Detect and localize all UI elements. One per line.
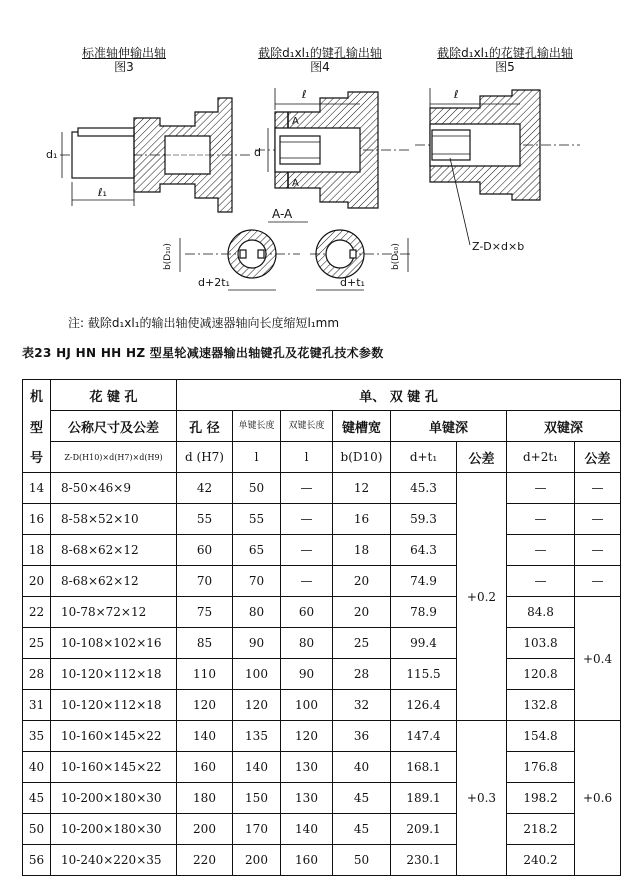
bore-cell: 180 (177, 783, 233, 814)
single-depth-cell: 115.5 (391, 659, 457, 690)
b-d10-label-left: b(D₁₀) (163, 243, 173, 270)
bore-cell: 120 (177, 690, 233, 721)
double-len-cell: 120 (281, 721, 333, 752)
double-depth-cell: — (507, 473, 575, 504)
bore-cell: 75 (177, 597, 233, 628)
bore-cell: 42 (177, 473, 233, 504)
double-tol-cell: — (575, 504, 621, 535)
table-row (23, 721, 621, 752)
figure-4-drawing (254, 88, 410, 208)
single-len-cell: 140 (233, 752, 281, 783)
single-depth-cell: 189.1 (391, 783, 457, 814)
model-cell: 20 (23, 566, 51, 597)
double-len-cell: 130 (281, 752, 333, 783)
figure-4-caption: 截除d₁xl₁的键孔输出轴 (258, 46, 382, 60)
table-row (23, 566, 621, 597)
bore-cell: 200 (177, 814, 233, 845)
spline-cell: 10-108×102×16 (51, 628, 177, 659)
single-depth-cell: 64.3 (391, 535, 457, 566)
model-cell: 40 (23, 752, 51, 783)
table-body (23, 473, 621, 876)
bore-cell: 60 (177, 535, 233, 566)
double-len-cell: 100 (281, 690, 333, 721)
model-cell: 16 (23, 504, 51, 535)
spline-cell: 10-120×112×18 (51, 690, 177, 721)
bore-cell: 160 (177, 752, 233, 783)
slot-width-cell: 12 (333, 473, 391, 504)
figure-5-number: 图5 (495, 60, 515, 74)
double-depth-cell: 84.8 (507, 597, 575, 628)
l-label-fig5: ℓ (454, 88, 459, 101)
double-len-cell: 80 (281, 628, 333, 659)
drawing-note: 注: 截除d₁xl₁的输出轴使减速器轴向长度缩短l₁mm (68, 316, 340, 330)
bore-cell: 70 (177, 566, 233, 597)
table-row (23, 690, 621, 721)
double-depth-header: 双键深 (507, 411, 621, 442)
table-row (23, 752, 621, 783)
section-mark-bottom: A (292, 178, 299, 189)
slot-width-cell: 50 (333, 845, 391, 876)
double-tol-cell: +0.6 (575, 721, 621, 876)
spline-cell: 8-50×46×9 (51, 473, 177, 504)
spline-cell: 10-240×220×35 (51, 845, 177, 876)
double-depth-cell: 120.8 (507, 659, 575, 690)
model-cell: 31 (23, 690, 51, 721)
model-cell: 25 (23, 628, 51, 659)
table-row (23, 783, 621, 814)
double-depth-cell: 198.2 (507, 783, 575, 814)
bore-cell: 110 (177, 659, 233, 690)
slot-width-cell: 32 (333, 690, 391, 721)
double-depth-cell: 218.2 (507, 814, 575, 845)
double-len-cell: 130 (281, 783, 333, 814)
double-tol-cell: +0.4 (575, 597, 621, 721)
key-group-header: 单、 双 键 孔 (177, 380, 621, 411)
single-len-header: 单键长度 (233, 411, 281, 442)
single-len-cell: 90 (233, 628, 281, 659)
double-len-sub: l (281, 442, 333, 473)
spline-cell: 8-68×62×12 (51, 535, 177, 566)
model-head-3: 号 (23, 442, 51, 473)
single-len-cell: 65 (233, 535, 281, 566)
single-len-cell: 70 (233, 566, 281, 597)
single-len-cell: 50 (233, 473, 281, 504)
double-len-cell: — (281, 566, 333, 597)
b-d10-label-right: b(D₁₀) (391, 243, 401, 270)
figure-3-number: 图3 (114, 60, 134, 74)
table-row (23, 535, 621, 566)
model-cell: 18 (23, 535, 51, 566)
l1-label: ℓ₁ (98, 186, 107, 199)
table-row (23, 473, 621, 504)
figure-3-caption: 标准轴伸输出轴 (81, 46, 166, 60)
spline-cell: 10-200×180×30 (51, 783, 177, 814)
d-t1-label: d+t₁ (340, 276, 365, 289)
figure-5-caption: 截除d₁xl₁的花键孔输出轴 (437, 46, 573, 60)
bore-cell: 85 (177, 628, 233, 659)
figure-4-number: 图4 (310, 60, 330, 74)
single-depth-cell: 99.4 (391, 628, 457, 659)
single-depth-cell: 74.9 (391, 566, 457, 597)
single-depth-cell: 78.9 (391, 597, 457, 628)
slot-sub-header: b(D10) (333, 442, 391, 473)
slot-width-cell: 40 (333, 752, 391, 783)
single-len-cell: 170 (233, 814, 281, 845)
slot-width-header: 键槽宽 (333, 411, 391, 442)
spec-table (22, 379, 621, 876)
spline-cell: 10-78×72×12 (51, 597, 177, 628)
table-row (23, 597, 621, 628)
tol-double-header: 公差 (575, 442, 621, 473)
bore-cell: 220 (177, 845, 233, 876)
single-depth-cell: 45.3 (391, 473, 457, 504)
slot-width-cell: 20 (333, 566, 391, 597)
double-depth-cell: 176.8 (507, 752, 575, 783)
single-len-cell: 120 (233, 690, 281, 721)
slot-width-cell: 20 (333, 597, 391, 628)
double-tol-cell: — (575, 473, 621, 504)
table-row (23, 628, 621, 659)
model-head-2: 型 (23, 411, 51, 442)
single-depth-header: 单键深 (391, 411, 507, 442)
slot-width-cell: 25 (333, 628, 391, 659)
double-depth-cell: 240.2 (507, 845, 575, 876)
single-tol-cell: +0.3 (457, 721, 507, 876)
model-cell: 50 (23, 814, 51, 845)
model-cell: 35 (23, 721, 51, 752)
d-t1-header: d+t₁ (391, 442, 457, 473)
double-len-cell: 140 (281, 814, 333, 845)
bore-cell: 140 (177, 721, 233, 752)
double-depth-cell: 103.8 (507, 628, 575, 659)
slot-width-cell: 18 (333, 535, 391, 566)
bore-header: 孔 径 (177, 411, 233, 442)
bore-sub-header: d (H7) (177, 442, 233, 473)
double-tol-cell: — (575, 566, 621, 597)
single-depth-cell: 209.1 (391, 814, 457, 845)
figure-3-drawing (46, 98, 250, 212)
table-row (23, 659, 621, 690)
slot-width-cell: 28 (333, 659, 391, 690)
table-row (23, 845, 621, 876)
double-tol-cell: — (575, 535, 621, 566)
double-len-cell: 160 (281, 845, 333, 876)
l-label: ℓ (302, 88, 307, 101)
single-len-sub: l (233, 442, 281, 473)
single-depth-cell: 147.4 (391, 721, 457, 752)
single-len-cell: 200 (233, 845, 281, 876)
double-depth-cell: — (507, 504, 575, 535)
d-2t1-label: d+2t₁ (198, 276, 230, 289)
d-label: d (254, 146, 261, 159)
table-caption: 表23 HJ HN HH HZ 型星轮减速器输出轴键孔及花键孔技术参数 (22, 346, 384, 360)
double-len-header: 双键长度 (281, 411, 333, 442)
spline-cell: 8-58×52×10 (51, 504, 177, 535)
spline-code-header: Z-D(H10)×d(H7)×d(H9) (51, 442, 177, 473)
double-len-cell: 90 (281, 659, 333, 690)
spline-cell: 10-200×180×30 (51, 814, 177, 845)
slot-width-cell: 36 (333, 721, 391, 752)
section-title: A-A (272, 207, 293, 221)
tol-single-header: 公差 (457, 442, 507, 473)
slot-width-cell: 45 (333, 814, 391, 845)
model-cell: 14 (23, 473, 51, 504)
spline-cell: 10-160×145×22 (51, 721, 177, 752)
single-len-cell: 150 (233, 783, 281, 814)
double-depth-cell: — (507, 566, 575, 597)
double-len-cell: — (281, 535, 333, 566)
d-2t1-header: d+2t₁ (507, 442, 575, 473)
model-head-1: 机 (23, 380, 51, 411)
single-depth-cell: 168.1 (391, 752, 457, 783)
single-depth-cell: 126.4 (391, 690, 457, 721)
spline-spec-header: 公称尺寸及公差 (51, 411, 177, 442)
double-depth-cell: — (507, 535, 575, 566)
double-len-cell: — (281, 473, 333, 504)
double-depth-cell: 154.8 (507, 721, 575, 752)
d1-label: d₁ (46, 148, 58, 161)
technical-drawing (0, 0, 637, 310)
bore-cell: 55 (177, 504, 233, 535)
double-len-cell: — (281, 504, 333, 535)
spline-group-header: 花 键 孔 (51, 380, 177, 411)
single-len-cell: 80 (233, 597, 281, 628)
slot-width-cell: 45 (333, 783, 391, 814)
spline-cell: 8-68×62×12 (51, 566, 177, 597)
figure-5-drawing (415, 88, 580, 253)
single-depth-cell: 59.3 (391, 504, 457, 535)
table-row (23, 504, 621, 535)
double-len-cell: 60 (281, 597, 333, 628)
model-cell: 56 (23, 845, 51, 876)
section-a-a (163, 207, 410, 290)
single-tol-cell: +0.2 (457, 473, 507, 721)
single-len-cell: 55 (233, 504, 281, 535)
single-depth-cell: 230.1 (391, 845, 457, 876)
model-cell: 28 (23, 659, 51, 690)
table-row (23, 814, 621, 845)
model-cell: 22 (23, 597, 51, 628)
single-len-cell: 135 (233, 721, 281, 752)
spline-cell: 10-160×145×22 (51, 752, 177, 783)
spline-cell: 10-120×112×18 (51, 659, 177, 690)
double-depth-cell: 132.8 (507, 690, 575, 721)
slot-width-cell: 16 (333, 504, 391, 535)
model-cell: 45 (23, 783, 51, 814)
spline-code-label: Z-D×d×b (472, 240, 525, 253)
single-len-cell: 100 (233, 659, 281, 690)
section-mark-top: A (292, 116, 299, 127)
